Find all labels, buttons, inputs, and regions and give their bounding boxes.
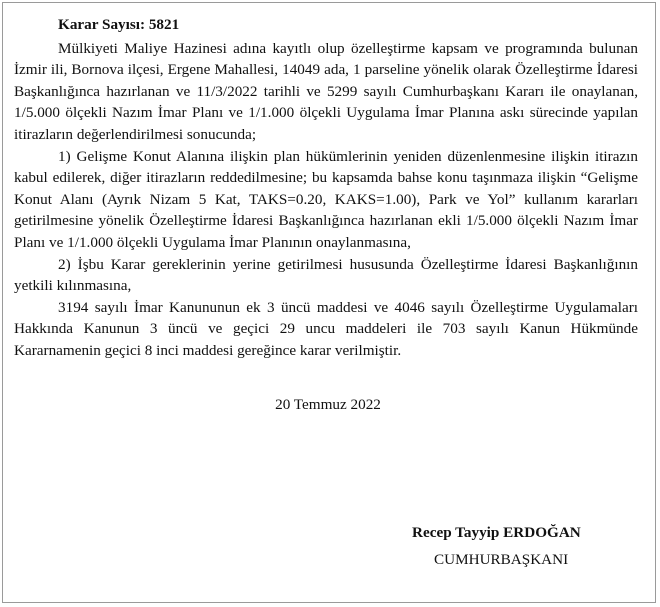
paragraph-legal-basis: 3194 sayılı İmar Kanununun ek 3 üncü maddesi ve 4046 sayılı Özelleştirme Uygulamaları Hakkında Kanunun 3 üncü ve geçici 29 uncu maddeleri ile 703 sayılı Kanun Hükmünde Kararnamenin geçici 8 inci maddesi gereğince karar verilmiştir. [14, 298, 638, 359]
decision-number: Karar Sayısı: 5821 [58, 16, 180, 33]
paragraph-article-2: 2) İşbu Karar gereklerinin yerine getirilmesi hususunda Özelleştirme İdaresi Başkanlığının yetkili kılınmasına, [14, 255, 638, 295]
paragraph-article-1: 1) Gelişme Konut Alanına ilişkin plan hükümlerinin yeniden düzenlenmesine ilişkin itirazın kabul edilerek, diğer itirazların reddedilmesine; bu kapsamda bahse konu taşınmaza ilişkin “Gelişme Konut Alanı (Ayrık Nizam 5 Kat, TAKS=0.20, KAKS=1.00), Park ve Yol” kullanım kararları getirilmesine yönelik Özelleştirme İdaresi Başkanlığınca hazırlanan ekli 1/5.000 ölçekli Nazım İmar Planı ve 1/1.000 ölçekli Uygulama İmar Planının onaylanmasına, [14, 147, 638, 251]
paragraph-preamble: Mülkiyeti Maliye Hazinesi adına kayıtlı olup özelleştirme kapsam ve programında bulunan İzmir ili, Bornova ilçesi, Ergene Mahallesi, 14049 ada, 1 parseline yönelik olarak Özelleştirme İdaresi Başkanlığınca hazırlanan ve 11/3/2022 tarihli ve 5299 sayılı Cumhurbaşkanı Kararı ile onaylanan, 1/5.000 ölçekli Nazım İmar Planı ve 1/1.000 ölçekli Uygulama İmar Planına askı sürecinde yapılan itirazların değerlendirilmesi sonucunda; [14, 39, 638, 143]
decision-document [14, 14, 638, 362]
signatory-title: CUMHURBAŞKANI [434, 551, 569, 568]
signatory-name: Recep Tayyip ERDOĞAN [412, 524, 581, 541]
decision-date: 20 Temmuz 2022 [275, 396, 381, 413]
